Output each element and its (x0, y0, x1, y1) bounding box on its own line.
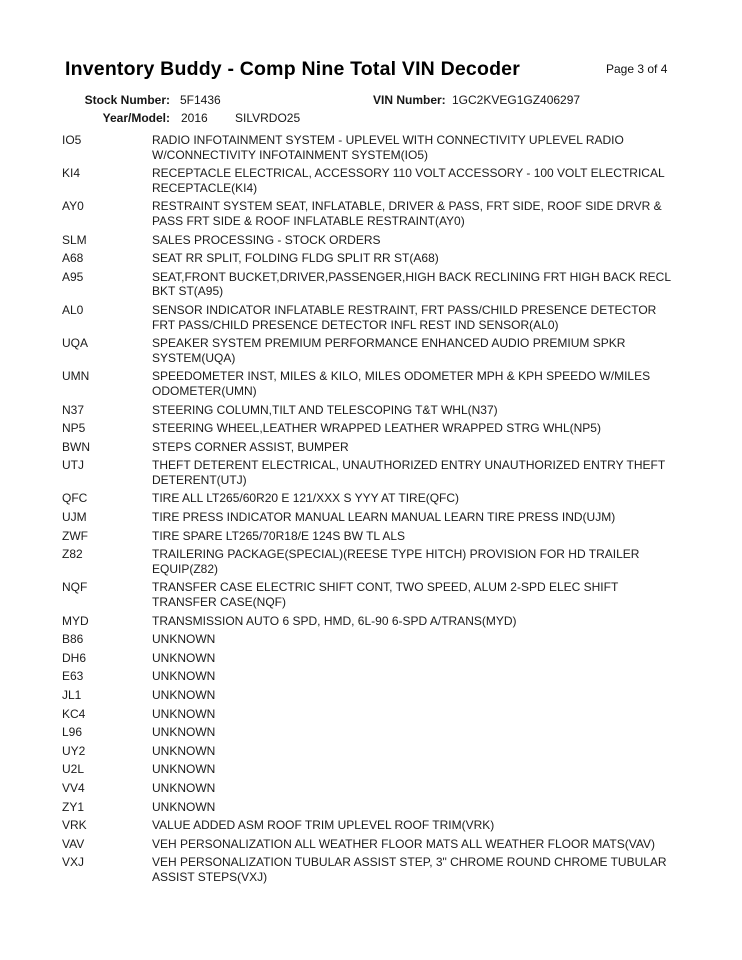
option-description: UNKNOWN (152, 799, 216, 814)
vin-number-label: VIN Number: (373, 93, 446, 107)
option-code: AL0 (62, 302, 84, 317)
model-value: SILVRDO25 (235, 111, 301, 125)
option-description: UNKNOWN (152, 725, 216, 740)
option-row (62, 529, 682, 544)
option-description: UNKNOWN (152, 780, 216, 795)
option-code: SLM (62, 232, 87, 247)
option-row (62, 421, 682, 436)
option-code: L96 (62, 725, 83, 740)
option-code: A68 (62, 251, 84, 266)
option-code: N37 (62, 402, 85, 417)
option-row (62, 837, 682, 852)
option-code: NQF (62, 580, 88, 595)
option-row (62, 233, 682, 248)
stock-number-value: 5F1436 (180, 93, 221, 107)
page-title: Inventory Buddy - Comp Nine Total VIN Decoder (65, 58, 521, 80)
option-row (62, 199, 682, 228)
option-row (62, 166, 682, 195)
option-row (62, 336, 682, 365)
option-code: QFC (62, 491, 88, 506)
option-row (62, 458, 682, 487)
option-code: UTJ (62, 458, 84, 473)
option-description: STEERING COLUMN,TILT AND TELESCOPING T&T WHL(N37) (152, 402, 498, 417)
option-code: VRK (62, 818, 87, 833)
option-description: RESTRAINT SYSTEM SEAT, INFLATABLE, DRIVER & PASS, FRT SIDE, ROOF SIDE DRVR & PASS FRT SIDE & ROOF INFLATABLE RESTRAINT(AY0) (152, 199, 662, 228)
option-row (62, 707, 682, 722)
option-description: TIRE SPARE LT265/70R18/E 124S BW TL ALS (152, 528, 406, 543)
option-row (62, 762, 682, 777)
option-row (62, 725, 682, 740)
option-row (62, 369, 682, 398)
option-row (62, 614, 682, 629)
option-code: NP5 (62, 421, 86, 436)
option-description: VEH PERSONALIZATION TUBULAR ASSIST STEP, 3" CHROME ROUND CHROME TUBULAR ASSIST STEPS(VXJ) (152, 855, 667, 884)
option-code: BWN (62, 439, 90, 454)
option-description: SEAT,FRONT BUCKET,DRIVER,PASSENGER,HIGH BACK RECLINING FRT HIGH BACK RECL BKT ST(A95) (152, 269, 671, 299)
year-value: 2016 (181, 111, 208, 125)
option-row (62, 440, 682, 455)
option-row (62, 651, 682, 666)
option-code: MYD (62, 613, 89, 628)
stock-number-label: Stock Number: (84, 93, 170, 107)
option-code: UJM (62, 510, 87, 525)
option-description: VALUE ADDED ASM ROOF TRIM UPLEVEL ROOF TRIM(VRK) (152, 818, 495, 833)
option-code: JL1 (62, 688, 82, 702)
option-code: VXJ (62, 855, 85, 870)
option-description: SPEAKER SYSTEM PREMIUM PERFORMANCE ENHANCED AUDIO PREMIUM SPKR SYSTEM(UQA) (152, 336, 626, 365)
option-description: RECEPTACLE ELECTRICAL, ACCESSORY 110 VOLT ACCESSORY - 100 VOLT ELECTRICAL RECEPTACLE(KI4) (152, 166, 665, 195)
option-row (62, 744, 682, 759)
option-code: ZWF (62, 528, 88, 543)
option-code: Z82 (62, 547, 83, 562)
option-code: UMN (62, 369, 90, 384)
option-row (62, 510, 682, 525)
option-code: VV4 (62, 780, 85, 795)
option-code: A95 (62, 269, 84, 284)
option-code: VAV (62, 836, 85, 851)
option-description: UNKNOWN (152, 688, 216, 702)
option-description: UNKNOWN (152, 632, 216, 647)
page-number-indicator: Page 3 of 4 (606, 62, 668, 76)
option-row (62, 800, 682, 815)
option-description: THEFT DETERENT ELECTRICAL, UNAUTHORIZED ENTRY UNAUTHORIZED ENTRY THEFT DETERENT(UTJ) (152, 458, 665, 487)
option-row (62, 632, 682, 647)
option-code: KI4 (62, 166, 81, 181)
option-description: UNKNOWN (152, 650, 216, 665)
option-row (62, 403, 682, 418)
option-code: U2L (62, 762, 85, 777)
option-description: TRANSFER CASE ELECTRIC SHIFT CONT, TWO SPEED, ALUM 2-SPD ELEC SHIFT TRANSFER CASE(NQF) (152, 580, 619, 610)
option-code: UQA (62, 336, 89, 351)
option-description: SEAT RR SPLIT, FOLDING FLDG SPLIT RR ST(A68) (152, 251, 439, 266)
option-description: STEERING WHEEL,LEATHER WRAPPED LEATHER WRAPPED STRG WHL(NP5) (152, 421, 601, 436)
option-code: IO5 (62, 133, 82, 147)
option-description: SPEEDOMETER INST, MILES & KILO, MILES ODOMETER MPH & KPH SPEEDO W/MILES ODOMETER(UMN) (152, 369, 651, 398)
option-description: STEPS CORNER ASSIST, BUMPER (152, 439, 349, 454)
option-code: AY0 (62, 199, 84, 214)
option-code: DH6 (62, 650, 87, 665)
option-row (62, 133, 682, 162)
option-row (62, 303, 682, 332)
option-description: TRAILERING PACKAGE(SPECIAL)(REESE TYPE HITCH) PROVISION FOR HD TRAILER EQUIP(Z82) (152, 547, 640, 576)
option-codes-list (62, 133, 682, 889)
option-description: TRANSMISSION AUTO 6 SPD, HMD, 6L-90 6-SPD A/TRANS(MYD) (152, 613, 517, 628)
option-description: TIRE PRESS INDICATOR MANUAL LEARN MANUAL LEARN TIRE PRESS IND(UJM) (152, 510, 616, 525)
year-model-label: Year/Model: (102, 111, 170, 125)
option-row (62, 688, 682, 703)
option-description: UNKNOWN (152, 669, 216, 684)
option-description: VEH PERSONALIZATION ALL WEATHER FLOOR MATS ALL WEATHER FLOOR MATS(VAV) (152, 836, 655, 851)
option-code: UY2 (62, 743, 86, 758)
option-row (62, 855, 682, 884)
vin-number-value: 1GC2KVEG1GZ406297 (452, 93, 581, 107)
option-code: ZY1 (62, 799, 85, 814)
option-row (62, 669, 682, 684)
option-code: E63 (62, 669, 84, 684)
option-description: RADIO INFOTAINMENT SYSTEM - UPLEVEL WITH CONNECTIVITY UPLEVEL RADIO W/CONNECTIVITY INFOTAINMENT SYSTEM(IO5) (152, 133, 624, 162)
option-row (62, 547, 682, 576)
option-description: SALES PROCESSING - STOCK ORDERS (152, 232, 381, 247)
option-description: SENSOR INDICATOR INFLATABLE RESTRAINT, FRT PASS/CHILD PRESENCE DETECTOR FRT PASS/CHILD PRESENCE DETECTOR INFL REST IND SENSOR(AL0) (152, 302, 657, 332)
option-description: UNKNOWN (152, 706, 216, 721)
option-row (62, 270, 682, 299)
option-description: UNKNOWN (152, 762, 216, 777)
option-code: B86 (62, 632, 84, 647)
option-description: UNKNOWN (152, 743, 216, 758)
option-description: TIRE ALL LT265/60R20 E 121/XXX S YYY AT TIRE(QFC) (152, 491, 460, 506)
option-row (62, 818, 682, 833)
option-row (62, 251, 682, 266)
option-row (62, 580, 682, 609)
option-row (62, 781, 682, 796)
option-row (62, 491, 682, 506)
option-code: KC4 (62, 706, 86, 721)
